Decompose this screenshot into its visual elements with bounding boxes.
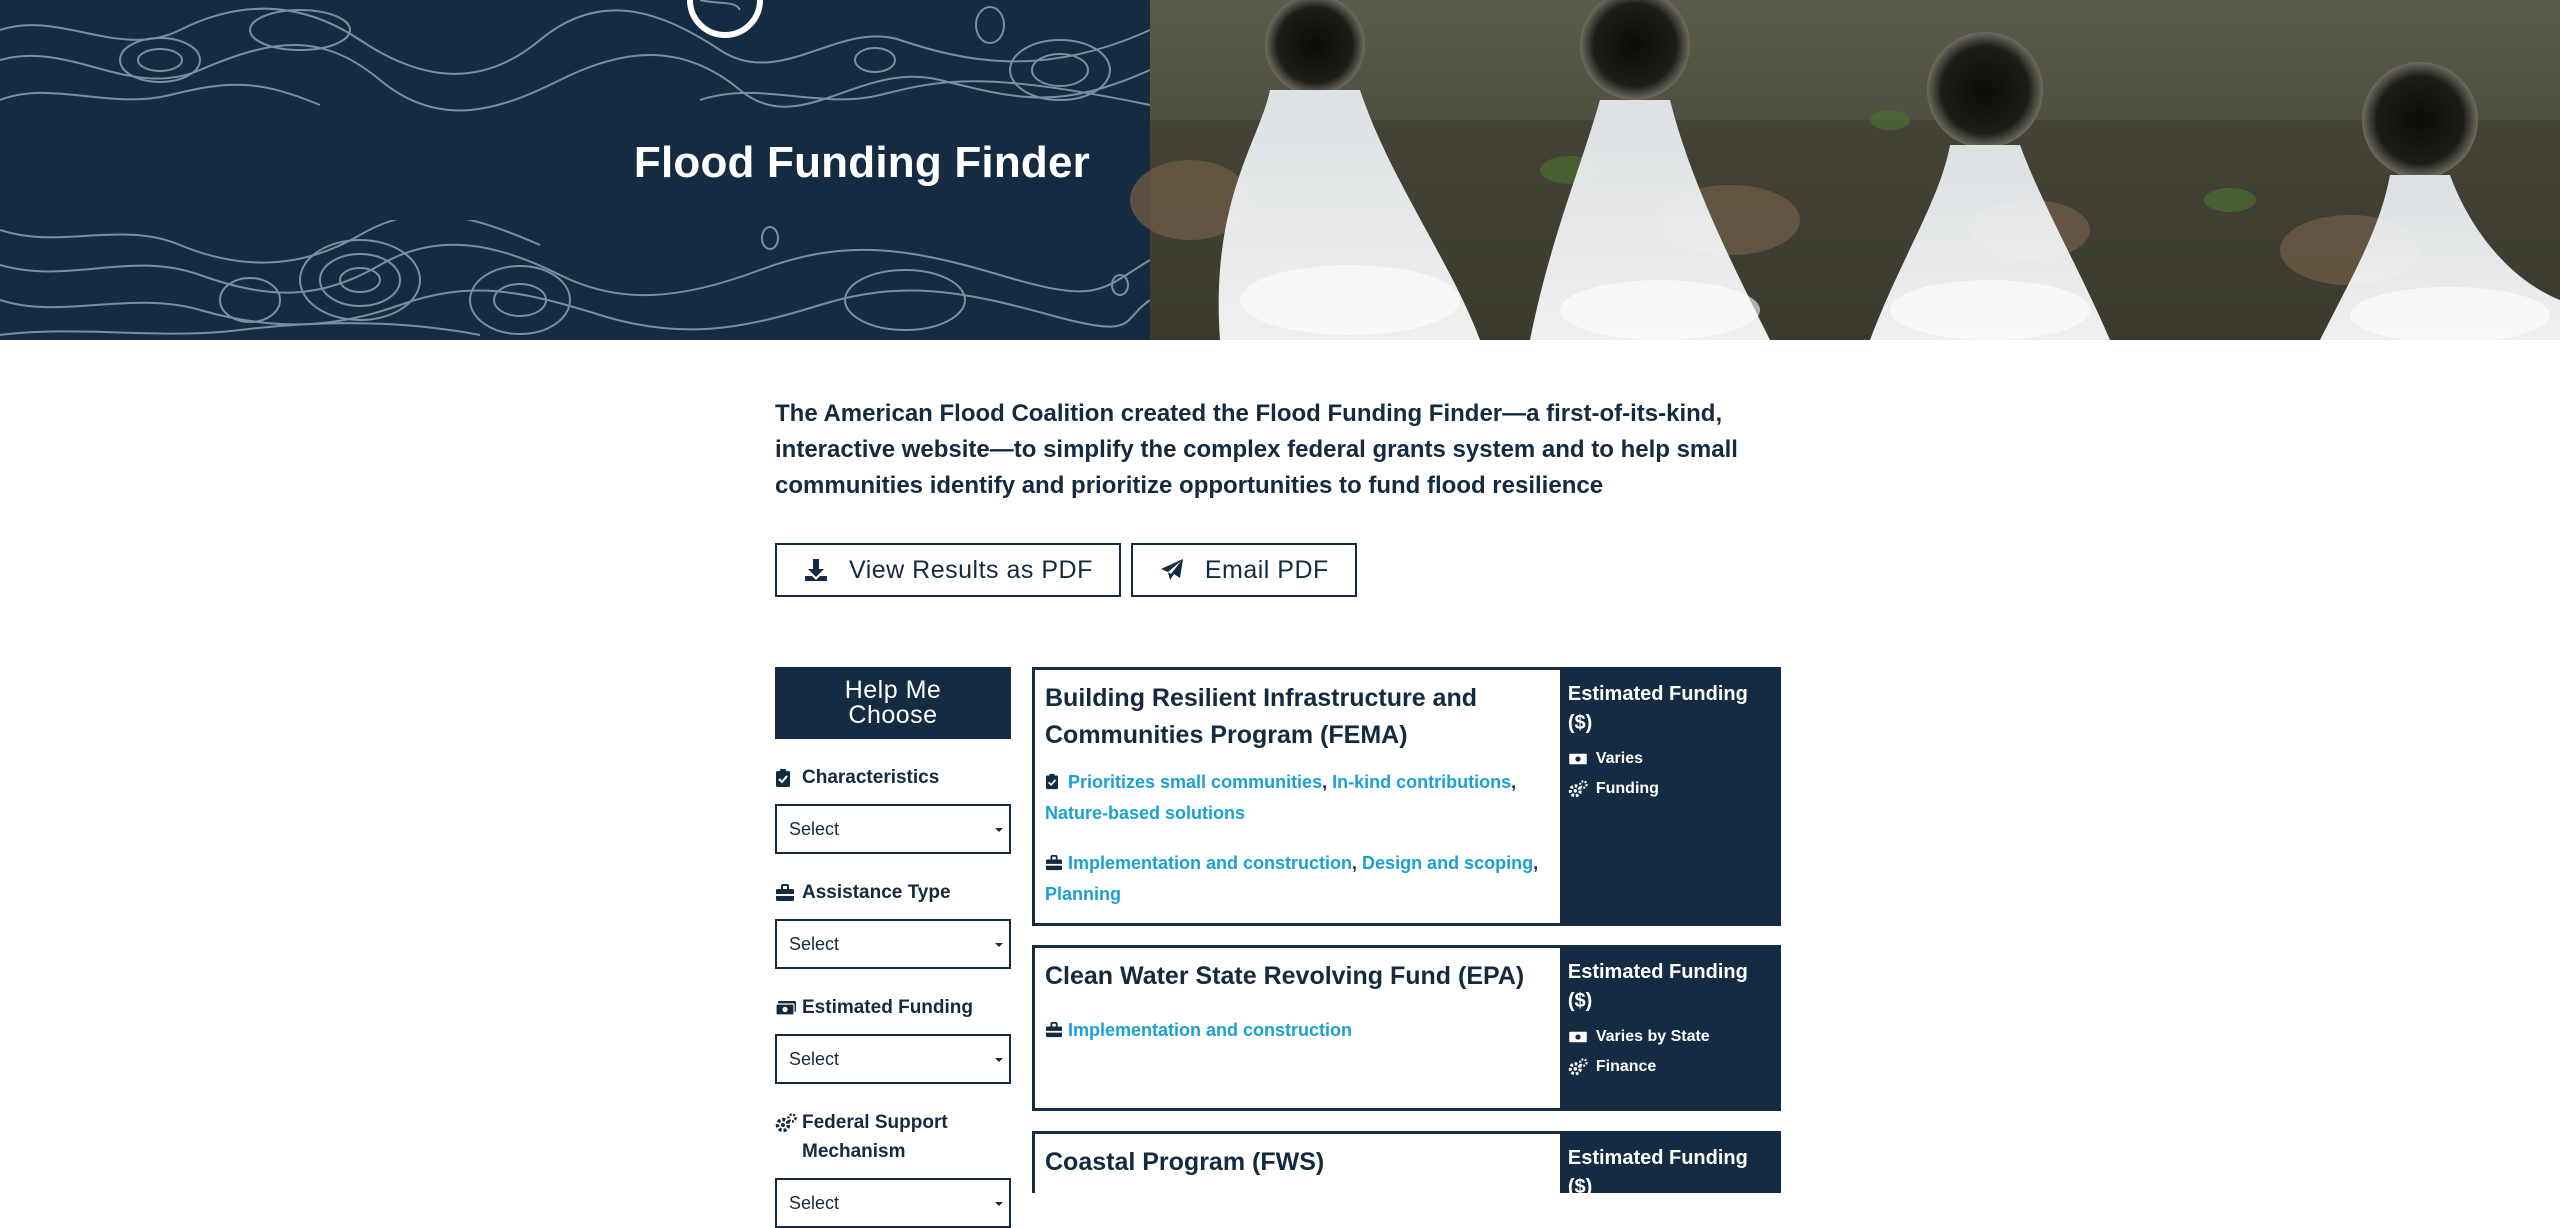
clipboard-check-icon xyxy=(1045,770,1063,799)
toolbox-icon xyxy=(1045,1018,1063,1047)
money-bill-icon xyxy=(775,993,797,1022)
filter-label-estimated-funding: Estimated Funding xyxy=(775,993,1011,1022)
email-pdf-button[interactable] xyxy=(1131,543,1357,597)
program-card-main xyxy=(1035,948,1557,1108)
support-mechanism: Funding xyxy=(1568,780,1770,798)
program-title[interactable]: Clean Water State Revolving Fund (EPA) xyxy=(1045,962,1525,990)
tag-link[interactable]: Design and scoping xyxy=(1362,853,1534,873)
federal-support-mechanism-select[interactable]: Select xyxy=(775,1178,1011,1228)
estimated-funding-heading: Estimated Funding ($) xyxy=(1567,1147,1748,1198)
filter-label-characteristics: Characteristics xyxy=(775,763,1011,792)
estimated-funding-heading: Estimated Funding ($) xyxy=(1567,683,1748,734)
toolbox-icon xyxy=(775,878,797,907)
page-title: Flood Funding Finder xyxy=(633,138,1090,187)
chevron-down-icon xyxy=(995,1058,1003,1062)
hero-photo xyxy=(1150,0,2560,340)
program-card[interactable] xyxy=(1032,945,1781,1111)
paper-plane-icon xyxy=(1159,557,1185,583)
cogs-icon xyxy=(1568,780,1588,798)
help-me-choose-line2: Choose xyxy=(848,701,938,729)
assistance-tags: Implementation and construction, Design and scoping, Planning xyxy=(1045,853,1539,904)
filter-label-assistance-type: Assistance Type xyxy=(775,878,1011,907)
cogs-icon xyxy=(1568,1058,1588,1076)
filter-sidebar xyxy=(775,667,1011,1228)
money-bill-icon xyxy=(1568,1028,1588,1046)
view-results-pdf-button[interactable] xyxy=(775,543,1121,597)
program-card[interactable] xyxy=(1032,1131,1781,1198)
characteristics-select[interactable]: Select xyxy=(775,804,1011,854)
culvert-waterfall-image xyxy=(1150,0,2560,340)
tag-link[interactable]: In-kind contributions xyxy=(1332,772,1512,792)
tag-link[interactable]: Implementation and construction xyxy=(1068,853,1353,873)
program-title[interactable]: Building Resilient Infrastructure and Communities Program (FEMA) xyxy=(1045,684,1477,749)
assistance-tags xyxy=(1045,1016,1547,1047)
tag-link[interactable]: Implementation and construction xyxy=(1068,1020,1353,1040)
hero-banner xyxy=(0,0,2560,340)
hero-topographic-panel xyxy=(0,0,1150,340)
funding-amount: Varies xyxy=(1568,750,1770,768)
funding-amount: Varies by State xyxy=(1568,1028,1770,1046)
estimated-funding-heading: Estimated Funding ($) xyxy=(1567,961,1748,1012)
cogs-icon xyxy=(775,1108,797,1137)
support-mechanism: Finance xyxy=(1568,1058,1770,1076)
assistance-type-select[interactable]: Select xyxy=(775,919,1011,969)
email-pdf-label: Email PDF xyxy=(1204,555,1329,584)
pdf-actions xyxy=(775,543,1357,597)
help-me-choose-button[interactable] xyxy=(775,667,1011,739)
download-icon xyxy=(803,557,829,583)
intro-paragraph: The American Flood Coalition created the Flood Funding Finder—a first-of-its-kind, interactive website—to simplify the complex federal grants system and to help small communities identify and prioritize opportunities to fund flood resilience xyxy=(775,400,1738,499)
chevron-down-icon xyxy=(995,943,1003,947)
tag-link[interactable]: Nature-based solutions xyxy=(1045,803,1246,823)
program-card-funding-panel xyxy=(1557,948,1778,1108)
tag-link[interactable]: Prioritizes small communities xyxy=(1068,772,1323,792)
program-card[interactable] xyxy=(1032,667,1781,926)
chevron-down-icon xyxy=(995,1202,1003,1206)
program-card-funding-panel xyxy=(1557,1134,1778,1198)
toolbox-icon xyxy=(1045,851,1063,880)
program-card-main xyxy=(1035,1134,1557,1193)
program-card-funding-panel xyxy=(1557,670,1778,923)
tag-link[interactable]: Planning xyxy=(1045,884,1121,904)
clipboard-check-icon xyxy=(775,763,797,792)
chevron-down-icon xyxy=(995,828,1003,832)
estimated-funding-select[interactable]: Select xyxy=(775,1034,1011,1084)
filter-label-federal-support-mechanism: Federal Support Mechanism xyxy=(775,1108,1011,1166)
help-me-choose-line1: Help Me xyxy=(844,676,942,704)
money-bill-icon xyxy=(1568,750,1588,768)
program-card-main xyxy=(1035,670,1557,923)
characteristics-tags: Prioritizes small communities, In-kind contributions, Nature-based solutions xyxy=(1045,772,1517,823)
program-title[interactable]: Coastal Program (FWS) xyxy=(1045,1148,1325,1176)
view-results-pdf-label: View Results as PDF xyxy=(849,555,1093,584)
